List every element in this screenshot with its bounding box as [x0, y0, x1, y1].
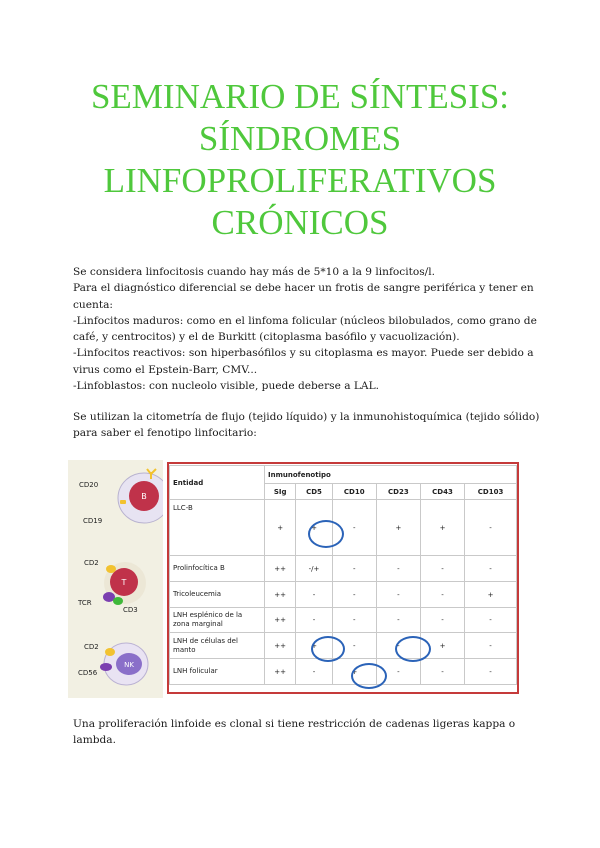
- column-header: CD10: [332, 484, 376, 500]
- immunophenotype-figure: [68, 460, 530, 698]
- cd3-blob: [113, 597, 123, 605]
- text-line: -Linfocitos reactivos: son hiperbasófilos y su citoplasma es mayor. Puede ser debido a: [73, 347, 534, 360]
- immunophenotype-header: Inmunofenotipo: [265, 466, 517, 484]
- highlight-circle-icon: [311, 636, 345, 662]
- title-line: SÍNDROMES: [198, 119, 402, 158]
- text-line: -Linfoblastos: con nucleolo visible, puede deberse a LAL.: [73, 380, 379, 393]
- text-line: café, y centrocitos) y el de Burkitt (citoplasma basófilo y vacuolización).: [73, 331, 460, 344]
- cell-diagram: [68, 460, 163, 698]
- cd2-marker: CD2: [84, 643, 99, 651]
- column-header: CD23: [376, 484, 420, 500]
- table-row: Tricoleucemia ++ - - - - +: [170, 582, 517, 608]
- cd2-blob: [106, 565, 116, 573]
- t-cell-icon: [77, 559, 146, 614]
- cd56-marker: CD56: [78, 669, 98, 677]
- cd3-marker: CD3: [123, 606, 138, 614]
- closing-paragraph: [73, 716, 533, 749]
- text-line: Para el diagnóstico diferencial se debe hacer un frotis de sangre periférica y tener en: [73, 282, 534, 295]
- t-cell-label: T: [121, 578, 127, 587]
- column-header: SIg: [265, 484, 296, 500]
- cd19-marker: CD19: [83, 517, 103, 525]
- table-row: LNH esplénico de la zona marginal ++ - - - - -: [170, 608, 517, 633]
- table-row: LLC-B + + - + + -: [170, 500, 517, 556]
- table-row: Prolinfocítica B ++ -/+ - - - -: [170, 556, 517, 582]
- text-line: Se considera linfocitosis cuando hay más de 5*10 a la 9 linfocitos/l.: [73, 266, 435, 278]
- nk-cell-icon: [78, 643, 148, 685]
- table-row: LNH de células del manto ++ + - - + -: [170, 633, 517, 659]
- text-line: lambda.: [73, 734, 116, 747]
- b-cell-icon: [79, 469, 163, 525]
- b-cell-label: B: [141, 492, 147, 501]
- column-header: CD43: [420, 484, 464, 500]
- highlight-circle-icon: [395, 636, 431, 662]
- text-line: Una proliferación linfoide es clonal si tiene restricción de cadenas ligeras kappa o: [73, 718, 516, 730]
- nk-cell-label: NK: [124, 661, 134, 669]
- title-line: SEMINARIO DE SÍNTESIS:: [90, 77, 510, 116]
- text-line: para saber el fenotipo linfocitario:: [73, 427, 257, 440]
- text-line: cuenta:: [73, 298, 113, 311]
- title-line: CRÓNICOS: [211, 203, 389, 242]
- cd20-marker: CD20: [79, 481, 99, 489]
- entity-header: Entidad: [170, 466, 265, 500]
- page-title: [0, 76, 600, 244]
- cd2-marker: CD2: [84, 559, 99, 567]
- column-header: CD103: [465, 484, 517, 500]
- highlight-circle-icon: [351, 663, 387, 689]
- method-paragraph: [73, 409, 540, 442]
- immunophenotype-table: [167, 462, 519, 694]
- table-row: LNH folicular ++ - + - - -: [170, 659, 517, 685]
- text-line: virus como el Epstein-Barr, CMV...: [73, 363, 258, 376]
- tcr-marker: TCR: [78, 599, 92, 607]
- highlight-circle-icon: [308, 520, 344, 548]
- column-header: CD5: [296, 484, 332, 500]
- text-line: Se utilizan la citometría de flujo (tejido líquido) y la inmunohistoquímica (tejido sólido): [73, 411, 540, 423]
- text-line: -Linfocitos maduros: como en el linfoma folicular (núcleos bilobulados, como grano de: [73, 314, 537, 327]
- intro-paragraph: [73, 264, 537, 394]
- title-line: LINFOPROLIFERATIVOS: [103, 161, 497, 200]
